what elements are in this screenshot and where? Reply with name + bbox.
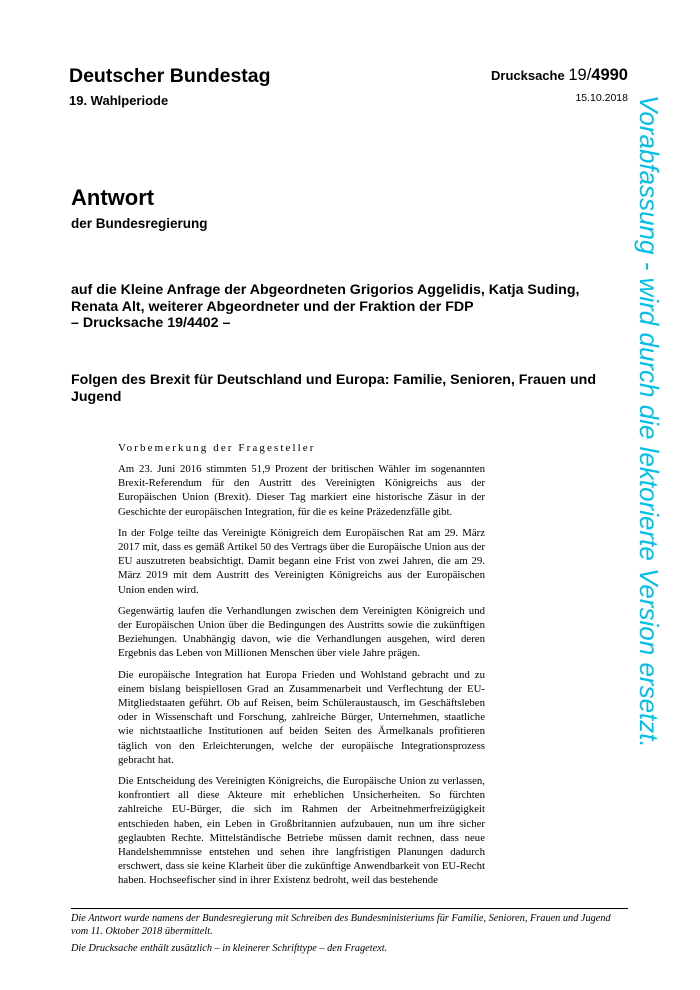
body-paragraph: Am 23. Juni 2016 stimmten 51,9 Prozent der britischen Wähler im sogenannten Brexit-Referendum für den Austritt des Vereinigten Königreichs aus der Europäischen Union (Brexit). Dieser Tag markiert eine historische Zäsur in der Geschichte der europäischen Integration, für die es keine Präzedenzfälle gibt. [118,463,485,518]
document-date: 15.10.2018 [575,92,628,104]
body-paragraph: Die europäische Integration hat Europa Frieden und Wohlstand gebracht und zu einem bislang beispiellosen Grad an Zusammenarbeit und Verflechtung der EU-Mitgliedstaaten geführt. Ob auf Reisen, beim Schüleraustausch, im Geschäftsleben oder in Wissenschaft und Forschung, zahlreiche Bürger, Unternehmen, staatliche wie nichtstaatliche Institutionen auf beiden Seiten des Ärmelkanals profitieren täglich von den Erleichterungen, welche der europäische Integrationsprozess gebracht hat. [118,668,485,766]
document-meta [491,66,628,104]
drucksache-number [491,66,628,85]
inquiry-line: – Drucksache 19/4402 – [71,315,231,331]
answer-subheading: der Bundesregierung [71,216,208,231]
drucksache-id: 19/4990 [568,66,628,84]
answer-block [71,185,208,231]
inquiry-reference [71,282,591,332]
footer-note: Die Antwort wurde namens der Bundesregierung mit Schreiben des Bundesministeriums für Familie, Senioren, Frauen und Jugend vom 11. Oktober 2018 übermittelt. [71,913,611,938]
answer-heading: Antwort [71,185,155,210]
body-paragraph: In der Folge teilte das Vereinigte Königreich dem Europäischen Rat am 29. März 2017 mit, dass es gemäß Artikel 50 des Vertrags über die Europäische Union aus der EU auszutreten beabsichtigt. Damit begann eine Frist von zwei Jahren, die am 29. März 2019 mit dem Austritt des Vereinigten Königreichs aus der Europäischen Union enden wird. [118,526,485,596]
body-paragraph: Die Entscheidung des Vereinigten Königreichs, die Europäische Union zu verlassen, konfrontiert all diese Akteure mit erheblichen Unsicherheiten. So fürchten zahlreiche EU-Bürger, die sich im Rahmen der Arbeitnehmerfreizügigkeit entschieden haben, ein Leben in Großbritannien aufzubauen, nun um ihre sicher geglaubten Rechte. Mittelständische Betriebe müssen damit rechnen, dass neue Handelshemmnisse entstehen und sehen ihre langfristigen Planungen dadurch erschwert, dass sie keine Klarheit über die zukünftige Anwendbarkeit von EU-Recht haben. Hochseefischer sind in ihrer Existenz bedroht, weil das bestehende [118,775,485,887]
inquiry-line: Renata Alt, weiterer Abgeordneter und der Fraktion der FDP [71,298,474,315]
footer-divider [71,908,628,909]
watermark-text: Vorabfassung - wird durch die lektorierte Version ersetzt. [634,95,664,748]
parliament-title: Deutscher Bundestag [69,65,271,87]
document-footer [71,912,628,960]
legislative-period: 19. Wahlperiode [69,93,169,108]
footer-note: Die Drucksache enthält zusätzlich – in kleinerer Schrifttype – den Fragetext. [71,943,388,955]
drucksache-label: Drucksache [491,68,565,83]
preliminary-heading: Vorbemerkung der Fragesteller [118,442,316,454]
document-header [69,64,271,108]
document-body [118,442,485,895]
inquiry-line: auf die Kleine Anfrage der Abgeordneten Grigorios Aggelidis, Katja Suding, [71,282,580,298]
body-paragraph: Gegenwärtig laufen die Verhandlungen zwischen dem Vereinigten Königreich und der Europäischen Union über die Bedingungen des Austritts sowie die zukünftigen Beziehungen. Unabhängig davon, wie die Verhandlungen ausgehen, wird deren Ergebnis das Leben von Millionen Menschen über viele Jahre prägen. [118,604,485,660]
document-topic: Folgen des Brexit für Deutschland und Europa: Familie, Senioren, Frauen und Jugend [71,372,596,405]
